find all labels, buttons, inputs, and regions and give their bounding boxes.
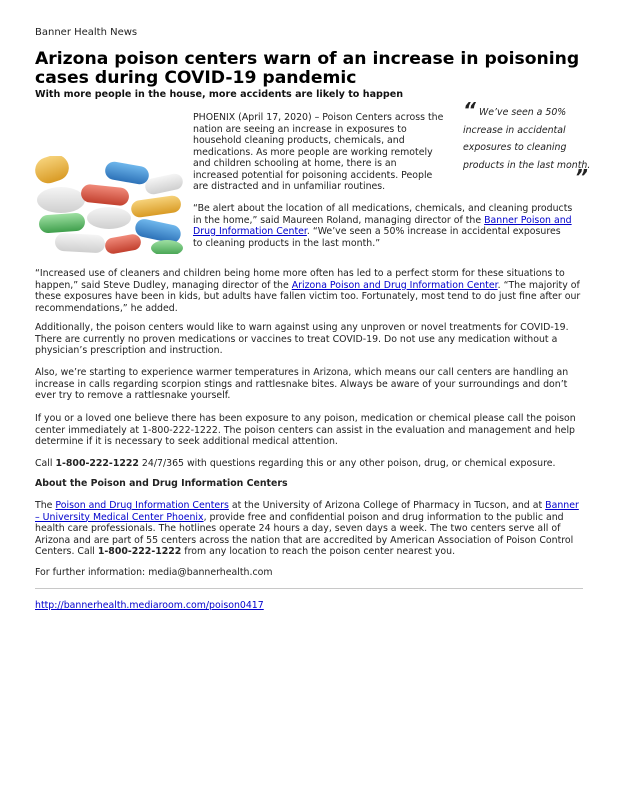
paragraph-text: “Increased use of cleaners and children being home more often has led to a perfect storm for these situations to happen,” said Steve Dudley, managing director of the [35, 268, 565, 291]
subtitle: With more people in the house, more accidents are likely to happen [35, 89, 404, 100]
pull-quote-text: We’ve seen a 50% increase in accidental exposures to cleaning products in the last month. [463, 107, 591, 171]
paragraph-text: at the University of Arizona College of Pharmacy in Tucson, and at [228, 500, 546, 511]
paragraph-text: , provide free and confidential poison and drug information to the public and health care professionals. The hotlines operate 24 hours a day, seven days a week. The two centers serve all of Arizona and are part of 55 centers across the nation that are accredited by American Association of Poison Control Centers. Call [35, 511, 574, 557]
paragraph-exposure-call: If you or a loved one believe there has been exposure to any poison, medication or chemical please call the poison center immediately at 1-800-222-1222. The poison centers can assist in the evaluation and management and help determine if it is necessary to seek additional medical attention. [35, 413, 576, 447]
banner-umc-phoenix-link[interactable]: Banner – University Medical Center Phoenix [35, 500, 579, 523]
paragraph-text: Call [35, 458, 56, 469]
source-url-link[interactable]: http://bannerhealth.mediaroom.com/poison0417 [35, 600, 264, 611]
paragraph-text: from any location to reach the poison center nearest you. [181, 546, 456, 557]
page-title: Arizona poison centers warn of an increase in poisoning cases during COVID-19 pandemic [35, 49, 580, 88]
source-label: Banner Health News [35, 27, 138, 38]
paragraph-text: The [35, 500, 56, 511]
paragraph-text: . “The majority of these exposures have been in kids, but adults have fallen victim too. Fortunately, most tend to do just fine after our recommendations,” he added. [35, 279, 581, 314]
hotline-number: 1-800-222-1222 [55, 458, 139, 469]
banner-poison-center-link[interactable]: Banner Poison and Drug Information Center [193, 214, 572, 237]
about-heading: About the Poison and Drug Information Centers [35, 478, 288, 489]
paragraph-text: . “We’ve seen a 50% increase in accidental exposures to cleaning products in the last month.” [193, 226, 561, 249]
poison-drug-centers-link[interactable]: Poison and Drug Information Centers [55, 500, 229, 511]
contact-info: For further information: media@bannerhealth.com [35, 567, 273, 578]
paragraph-text: “Be alert about the location of all medications, chemicals, and cleaning products in the home,” said Maureen Roland, managing director of the [193, 203, 573, 226]
paragraph-about [35, 500, 585, 558]
hotline-number: 1-800-222-1222 [97, 546, 182, 557]
open-quote-icon: “ [463, 98, 476, 122]
arizona-poison-center-link[interactable]: Arizona Poison and Drug Information Center [291, 279, 498, 291]
paragraph-text: 24/7/365 with questions regarding this or any other poison, drug, or chemical exposure. [138, 458, 556, 469]
paragraph-hotline [35, 458, 585, 470]
close-quote-icon: ” [575, 165, 588, 189]
divider [35, 588, 583, 589]
paragraph-scorpion-snake: Also, we’re starting to experience warmer temperatures in Arizona, which means our call centers are handling an increase in calls regarding scorpion stings and rattlesnake bites. Always be aware of your surroundings and don’t ever try to remove a rattlesnake yourself. [35, 367, 569, 401]
paragraph-covid-warning: Additionally, the poison centers would like to warn against using any unproven or novel treatments for COVID-19. There are currently no proven medications or vaccines to treat COVID-19. Do not use any medication without a physician’s prescription and instruction. [35, 322, 569, 356]
paragraph-roland-quote [193, 203, 573, 249]
pills-photo [35, 156, 185, 254]
paragraph-dudley-quote [35, 268, 585, 314]
paragraph-intro: PHOENIX (April 17, 2020) – Poison Centers across the nation are seeing an increase in exposures to household cleaning products, chemicals, and medications. As more people are working remotely and children schooling at home, there is an increased potential for poisoning accidents. People are distracted and in unfamiliar routines. [193, 112, 444, 192]
